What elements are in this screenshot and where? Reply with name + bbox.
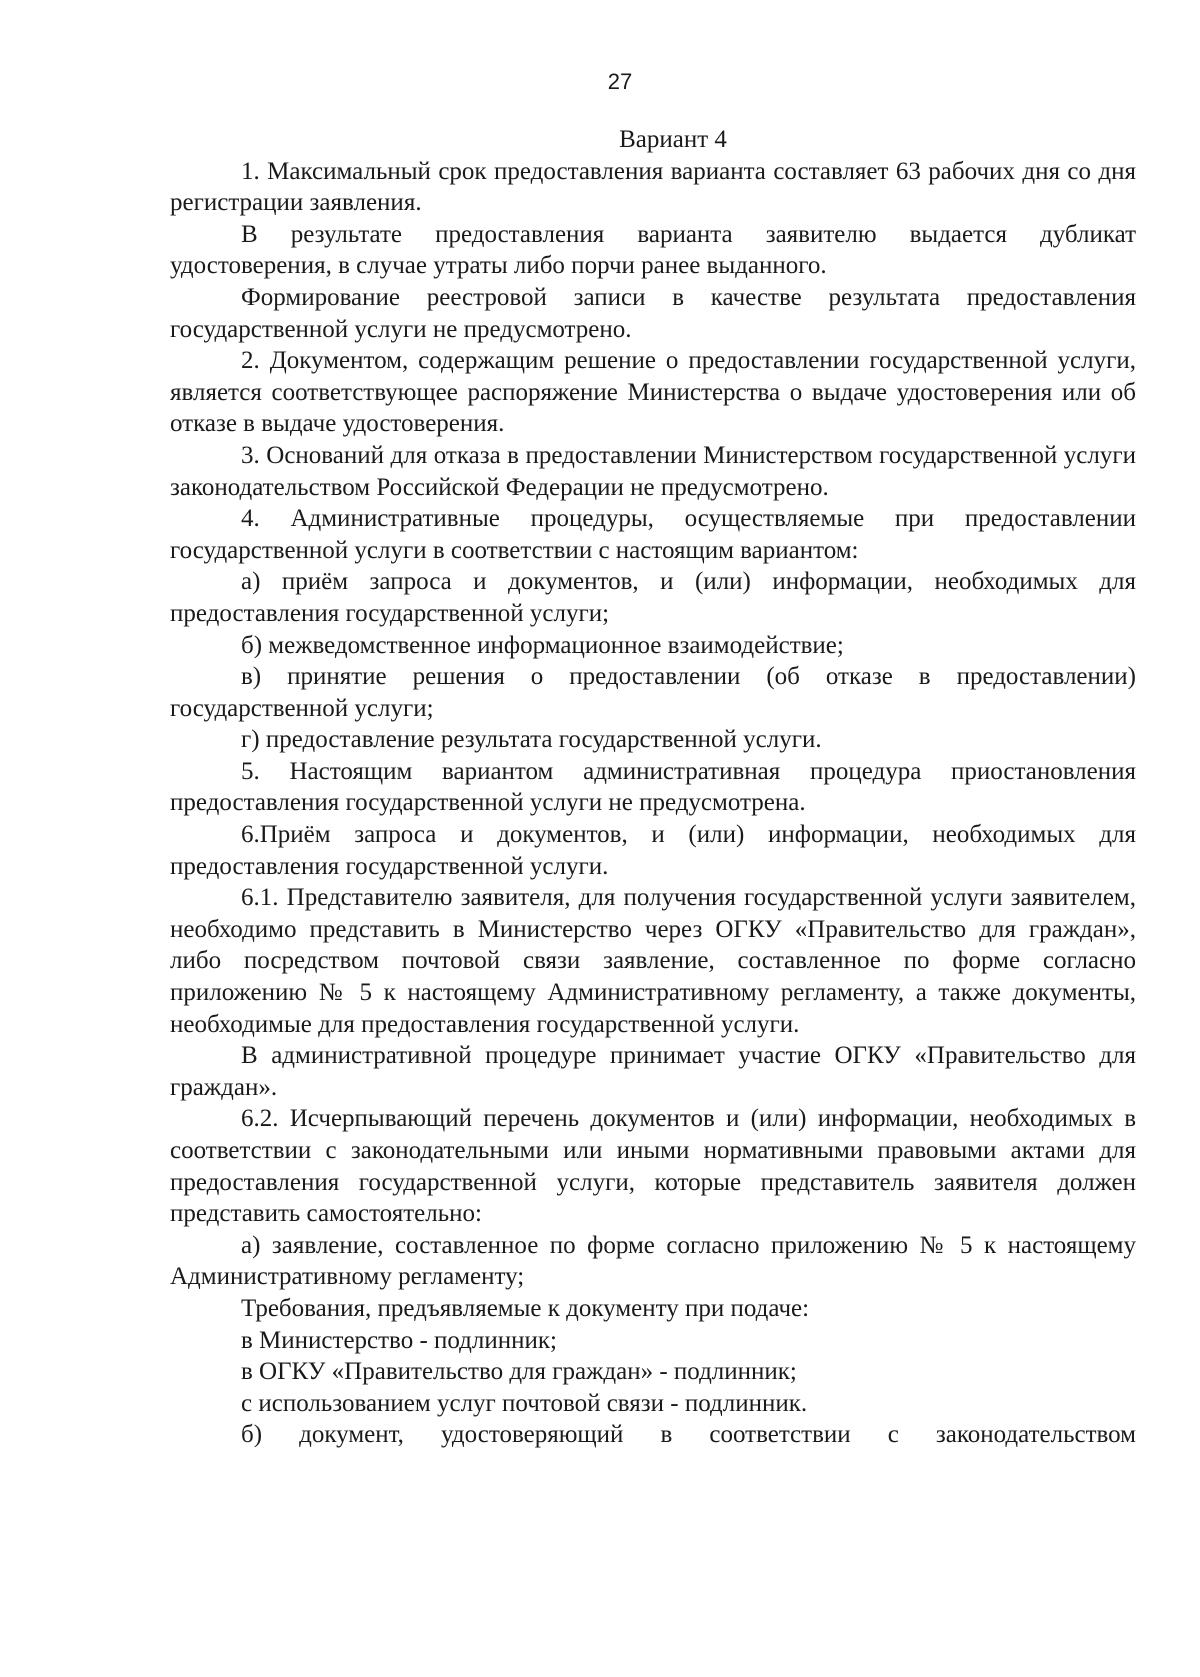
paragraph-10: г) предоставление результата государственной услуги. <box>241 726 822 754</box>
paragraph-14: В административной процедуре принимает участие ОГКУ «Правительство для граждан». <box>170 1042 1136 1101</box>
paragraph-9: в) принятие решения о предоставлении (об отказе в предоставлении) государственной услуги; <box>170 663 1136 722</box>
paragraph-20: с использованием услуг почтовой связи - подлинник. <box>241 1389 808 1417</box>
paragraph-2: В результате предоставления варианта заявителю выдается дубликат удостоверения, в случае утраты либо порчи ранее выданного. <box>170 220 1136 280</box>
document-body <box>170 124 1136 1451</box>
paragraph-13: 6.1. Представителю заявителя, для получения государственной услуги заявителем, необходимо представить в Министерство через ОГКУ «Правительство для граждан», либо посредством почтовой связи заявление, составленное по форме согласно приложению № 5 к настоящему Административному регламенту, а также документы, необходимые для предоставления государственной услуги. <box>170 884 1136 1038</box>
paragraph-16: а) заявление, составленное по форме согласно приложению № 5 к настоящему Административному регламенту; <box>170 1231 1136 1291</box>
paragraph-8: б) межведомственное информационное взаимодействие; <box>241 631 844 659</box>
paragraph-1: 1. Максимальный срок предоставления варианта составляет 63 рабочих дня со дня регистрации заявления. <box>170 157 1136 217</box>
paragraph-4: 2. Документом, содержащим решение о предоставлении государственной услуги, является соответствующее распоряжение Министерства о выдаче удостоверения или об отказе в выдаче удостоверения. <box>170 347 1136 438</box>
paragraph-5: 3. Оснований для отказа в предоставлении Министерством государственной услуги законодательством Российской Федерации не предусмотрено. <box>170 441 1136 501</box>
paragraph-3: Формирование реестровой записи в качестве результата предоставления государственной услуги не предусмотрено. <box>170 283 1136 343</box>
section-heading: Вариант 4 <box>619 126 727 153</box>
paragraph-19: в ОГКУ «Правительство для граждан» - подлинник; <box>241 1358 797 1386</box>
paragraph-21: б) документ, удостоверяющий в соответствии с законодательством <box>241 1421 1136 1449</box>
paragraph-6: 4. Административные процедуры, осуществляемые при предоставлении государственной услуги в соответствии с настоящим вариантом: <box>170 505 1136 564</box>
paragraph-12: 6.Приём запроса и документов, и (или) информации, необходимых для предоставления государственной услуги. <box>170 821 1136 880</box>
paragraph-18: в Министерство - подлинник; <box>241 1326 557 1354</box>
page-number: 27 <box>607 69 633 94</box>
paragraph-11: 5. Настоящим вариантом административная процедура приостановления предоставления государственной услуги не предусмотрена. <box>170 757 1136 817</box>
paragraph-17: Требования, предъявляемые к документу при подаче: <box>241 1294 810 1322</box>
paragraph-15: 6.2. Исчерпывающий перечень документов и (или) информации, необходимых в соответствии с законодательными или иными нормативными правовыми актами для предоставления государственной услуги, которые представитель заявителя должен представить самостоятельно: <box>170 1105 1136 1228</box>
paragraph-7: а) приём запроса и документов, и (или) информации, необходимых для предоставления государственной услуги; <box>170 568 1136 627</box>
